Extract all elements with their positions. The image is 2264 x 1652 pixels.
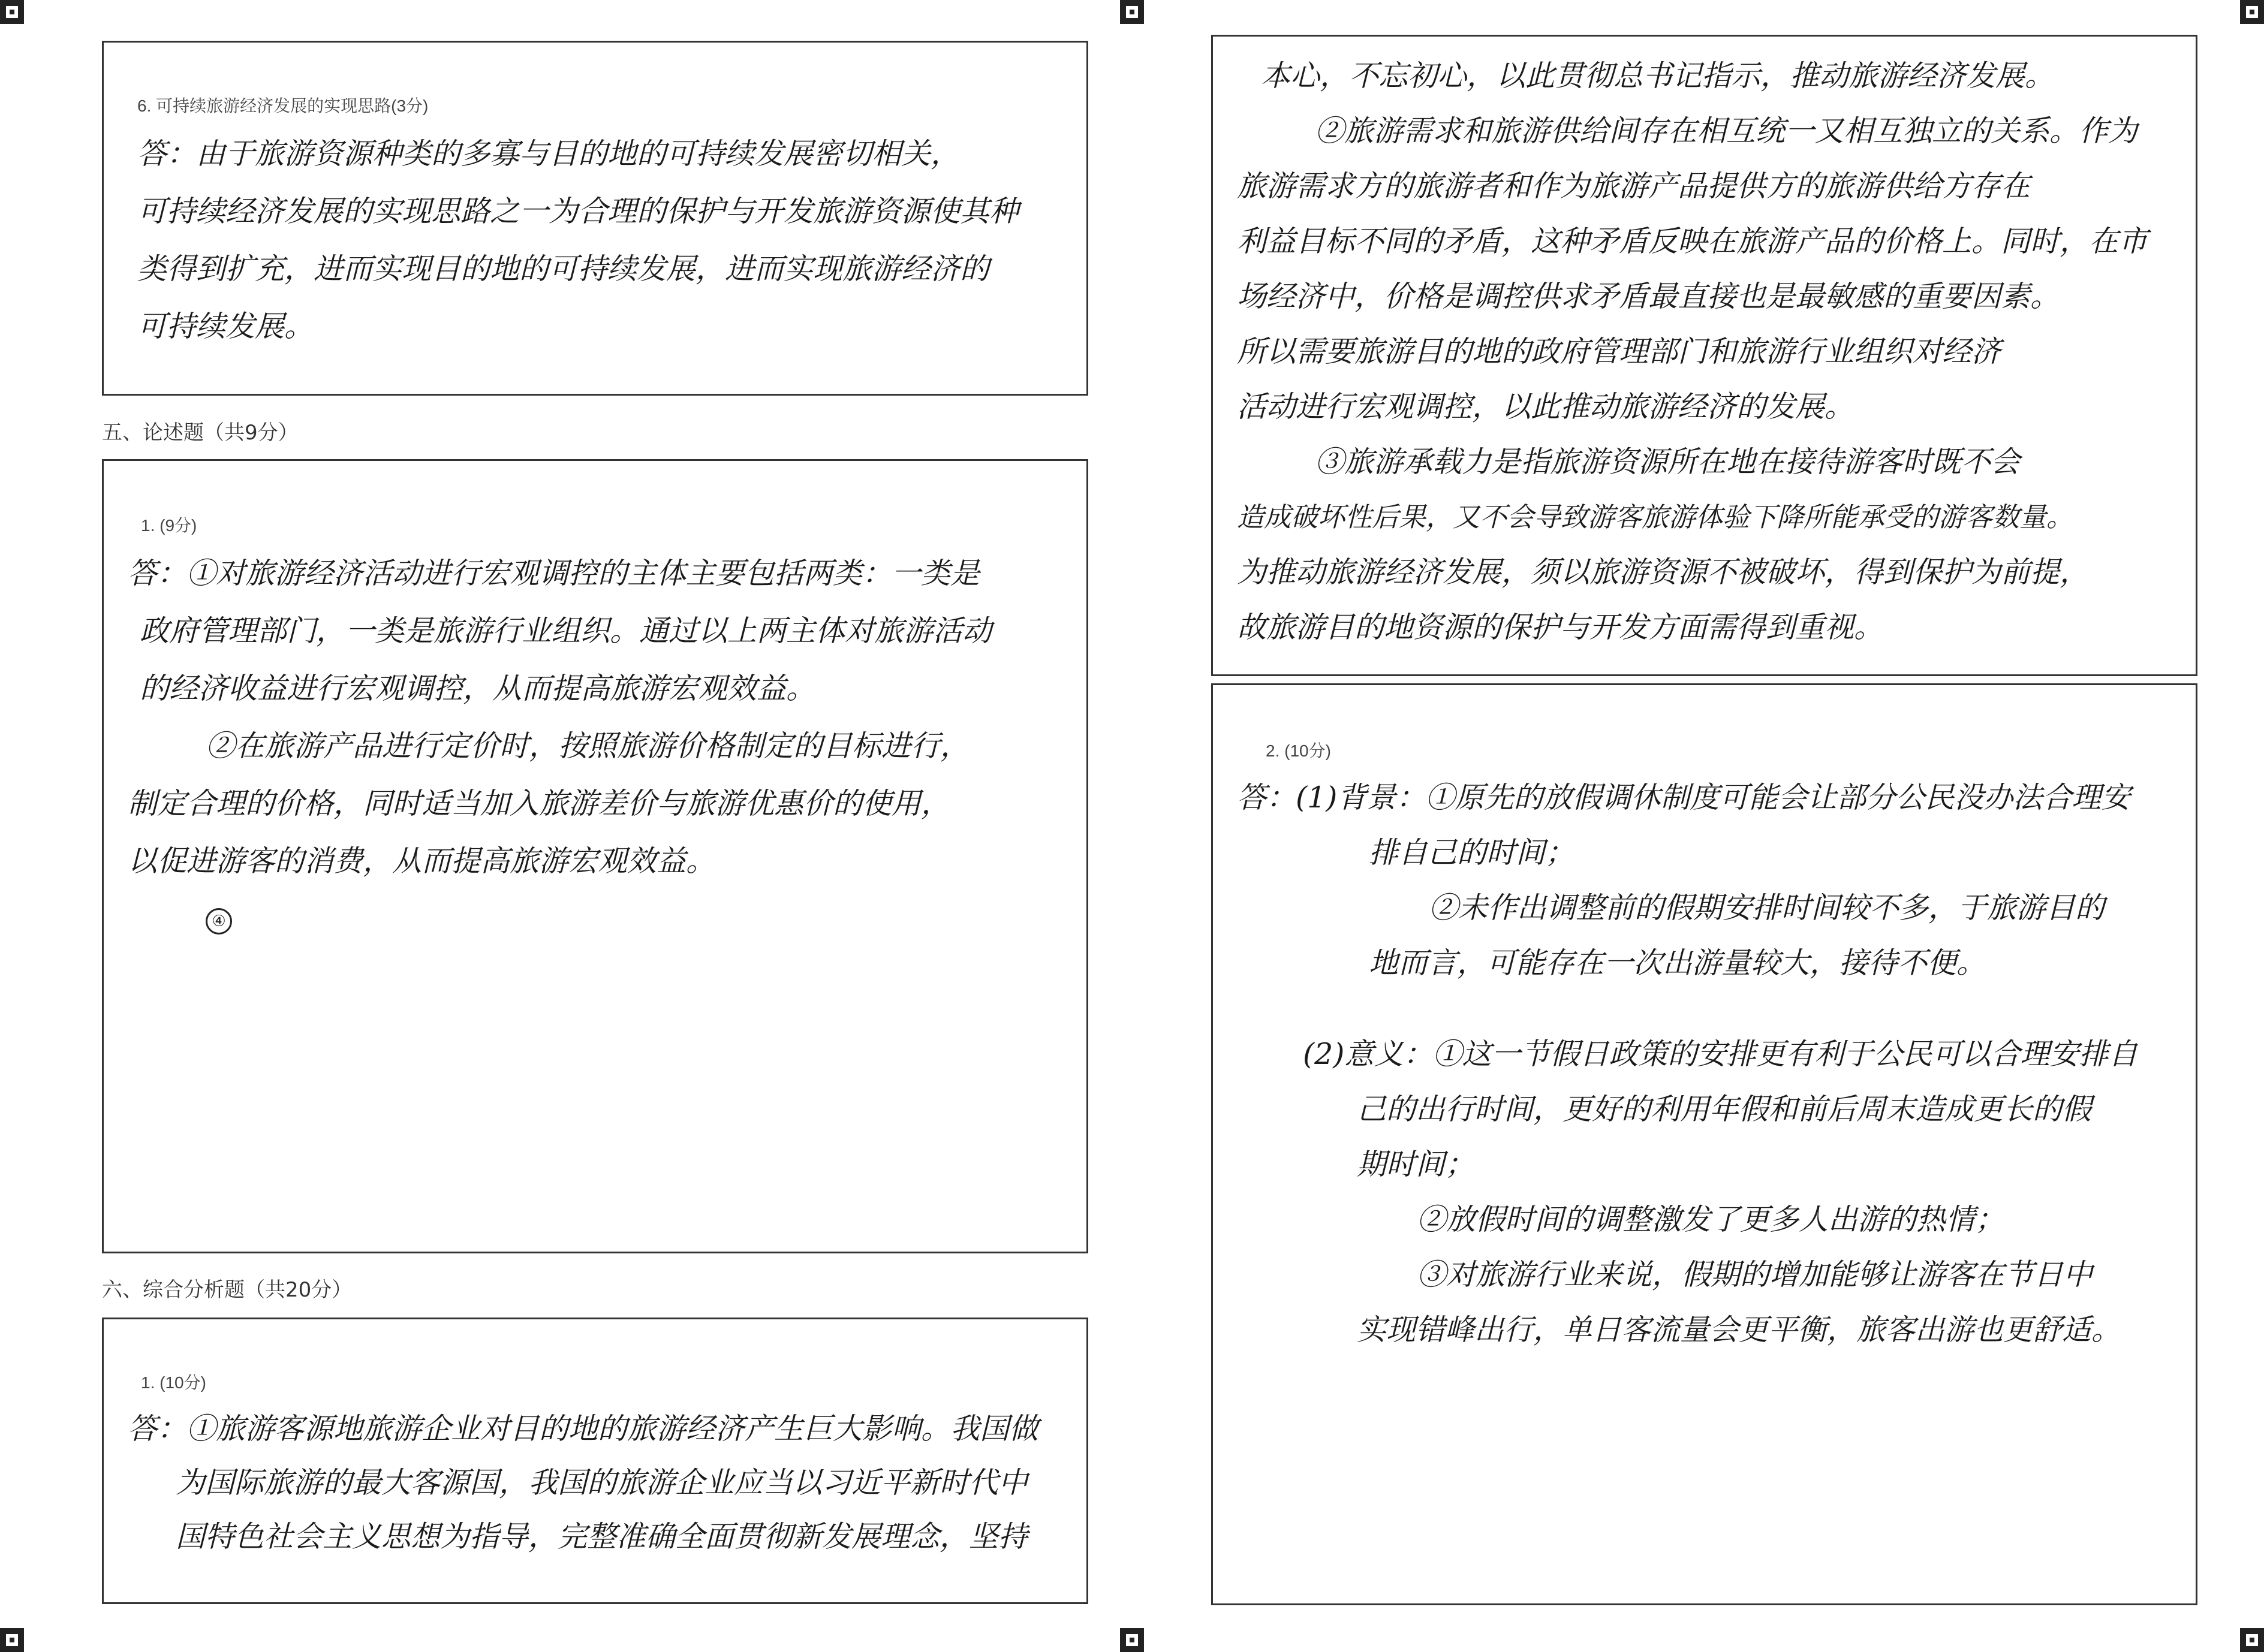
answer-box-analysis-q1	[102, 1318, 1088, 1604]
answer-line: 排自己的时间；	[1369, 836, 1575, 870]
answer-line: ③对旅游行业来说，假期的增加能够让游客在节日中	[1417, 1258, 2093, 1292]
answer-text-essay-q1	[128, 545, 1068, 890]
answer-line: 所以需要旅游目的地的政府管理部门和旅游行业组织对经济	[1237, 334, 2001, 369]
answer-box-q6	[102, 41, 1088, 396]
corner-marker-top-center	[1120, 0, 1144, 24]
answer-line: (2)意义：①这一节假日政策的安排更有利于公民可以合理安排自	[1303, 1037, 2138, 1071]
answer-line: 实现错峰出行，单日客流量会更平衡，旅客出游也更舒适。	[1357, 1313, 2121, 1347]
corner-marker-bottom-right	[2240, 1628, 2264, 1652]
answer-line: 为推动旅游经济发展，须以旅游资源不被破坏，得到保护为前提，	[1237, 555, 2090, 589]
answer-line: 活动进行宏观调控，以此推动旅游经济的发展。	[1237, 390, 1854, 424]
answer-text-analysis-q1-continued	[1237, 49, 2178, 655]
answer-line: 旅游需求方的旅游者和作为旅游产品提供方的旅游供给方存在	[1237, 169, 2031, 203]
answer-text-q6	[137, 125, 1068, 355]
answer-box-analysis-q2	[1211, 683, 2197, 1605]
answer-box-analysis-q1-continued	[1211, 35, 2197, 676]
answer-line: 利益目标不同的矛盾，这种矛盾反映在旅游产品的价格上。同时，在市	[1237, 224, 2148, 258]
section-heading-6: 六、综合分析题（共20分）	[102, 1278, 353, 1302]
answer-line: 场经济中，价格是调控供求矛盾最直接也是最敏感的重要因素。	[1237, 279, 2060, 313]
answer-line: 的经济收益进行宏观调控，从而提高旅游宏观效益。	[140, 671, 816, 706]
answer-line: 制定合理的价格，同时适当加入旅游差价与旅游优惠价的使用，	[128, 786, 951, 821]
answer-text-analysis-q1	[128, 1402, 1068, 1564]
answer-line: 故旅游目的地资源的保护与开发方面需得到重视。	[1237, 610, 1884, 644]
answer-line: 可持续经济发展的实现思路之一为合理的保护与开发旅游资源使其种	[137, 194, 1019, 228]
question-label-analysis-q2: 2. (10分)	[1266, 741, 1331, 760]
corner-marker-top-left	[0, 0, 24, 24]
question-label-q6: 6. 可持续旅游经济发展的实现思路(3分)	[137, 97, 429, 115]
answer-line: 造成破坏性后果，又不会导致游客旅游体验下降所能承受的游客数量。	[1237, 501, 2074, 533]
answer-box-essay-q1	[102, 459, 1088, 1253]
answer-line: 可持续发展。	[137, 309, 314, 343]
corner-marker-bottom-left	[0, 1628, 24, 1652]
answer-line: ②旅游需求和旅游供给间存在相互统一又相互独立的关系。作为	[1315, 114, 2138, 148]
corner-marker-bottom-center	[1120, 1628, 1144, 1652]
answer-line: ②在旅游产品进行定价时，按照旅游价格制定的目标进行，	[206, 729, 970, 763]
answer-line: 类得到扩充，进而实现目的地的可持续发展，进而实现旅游经济的	[137, 252, 990, 286]
answer-line: 以促进游客的消费，从而提高旅游宏观效益。	[128, 844, 716, 878]
question-label-analysis-q1: 1. (10分)	[141, 1373, 206, 1392]
answer-text-analysis-q2	[1237, 770, 2178, 1358]
answer-line: 政府管理部门，一类是旅游行业组织。通过以上两主体对旅游活动	[140, 614, 992, 648]
grading-stamp: ④	[206, 908, 232, 934]
answer-line: 国特色社会主义思想为指导，完整准确全面贯彻新发展理念，坚持	[176, 1520, 1028, 1554]
answer-line: ②未作出调整前的假期安排时间较不多，于旅游目的	[1429, 891, 2105, 925]
section-heading-5: 五、论述题（共9分）	[102, 421, 299, 445]
answer-line: 期时间；	[1357, 1147, 1475, 1181]
answer-line: 答：(1)背景：①原先的放假调休制度可能会让部分公民没办法合理安	[1237, 780, 2131, 815]
question-label-essay-q1: 1. (9分)	[141, 516, 197, 535]
answer-line: 己的出行时间，更好的利用年假和前后周末造成更长的假	[1357, 1092, 2092, 1126]
answer-line: 答：①对旅游经济活动进行宏观调控的主体主要包括两类：一类是	[128, 556, 980, 590]
answer-line: 本心，不忘初心，以此贯彻总书记指示，推动旅游经济发展。	[1261, 59, 2055, 93]
answer-line: ③旅游承载力是指旅游资源所在地在接待游客时既不会	[1315, 445, 2021, 479]
answer-line: 答：①旅游客源地旅游企业对目的地的旅游经济产生巨大影响。我国做	[128, 1412, 1039, 1446]
answer-line: 为国际旅游的最大客源国，我国的旅游企业应当以习近平新时代中	[176, 1466, 1028, 1500]
corner-marker-top-right	[2240, 0, 2264, 24]
answer-line: 地而言，可能存在一次出游量较大，接待不便。	[1369, 946, 1986, 980]
answer-line: ②放假时间的调整激发了更多人出游的热情；	[1417, 1202, 2005, 1237]
answer-line: 答：由于旅游资源种类的多寡与目的地的可持续发展密切相关，	[137, 137, 961, 171]
